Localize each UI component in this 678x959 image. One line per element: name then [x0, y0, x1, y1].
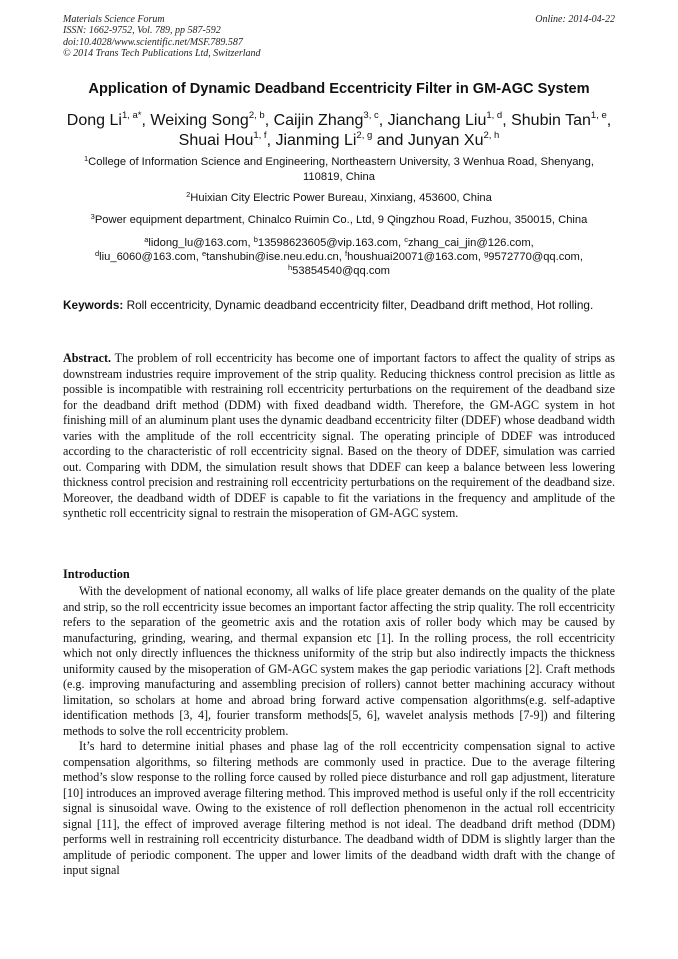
email-address: 53854540@qq.com: [292, 265, 390, 277]
doi-line: doi:10.4028/www.scientific.net/MSF.789.587: [63, 36, 243, 48]
introduction-body: [63, 584, 615, 879]
author-name: Junyan Xu: [407, 132, 484, 149]
affiliation-3: [60, 213, 618, 228]
email-line-1: [55, 236, 623, 250]
keywords: [63, 298, 615, 314]
email-sup: c: [404, 235, 408, 244]
author-sup: 1, a*: [121, 110, 142, 121]
author-sup: 3, c: [363, 110, 379, 121]
email-sup: d: [94, 249, 100, 258]
affiliation-sup: 1: [84, 154, 89, 163]
author-name: Shubin Tan: [511, 112, 591, 129]
author-sup: 2, b: [248, 110, 265, 121]
email-address: houshuai20071@163.com,: [347, 251, 485, 263]
author-line-1: Dong $Li^{1, a*}$, Weixing Song$^{2, b}$, Caijin Zhang$^{3, c}$, Jianchang Liu$^{1, d}$, Shubin Tan$^{1, e}$,: [66, 110, 612, 129]
email-sup: a: [144, 235, 149, 244]
issn-line: ISSN: 1662-9752, Vol. 789, pp 587-592: [63, 25, 221, 37]
author-name: Dong Li: [66, 112, 122, 129]
abstract: [63, 351, 615, 522]
author-list: [40, 111, 638, 151]
journal-name: Materials Science Forum: [63, 14, 165, 25]
affiliation-sup: 3: [90, 212, 95, 221]
email-sup: b: [253, 235, 258, 244]
author-sup: 2, h: [483, 130, 500, 141]
email-address: 13598623605@vip.163.com,: [257, 237, 405, 249]
affiliation-1: [72, 155, 606, 184]
online-date: Online: 2014-04-22: [535, 14, 615, 25]
author-sup: 1, e: [590, 110, 607, 121]
author-name: Caijin Zhang: [273, 112, 364, 129]
author-name: Jianchang Liu: [387, 112, 487, 129]
email-sup: g: [484, 249, 489, 258]
affiliation-sup: 2: [186, 190, 191, 199]
abstract-label: Abstract.: [63, 351, 112, 365]
author-line-2: Shuai Hou$^{1, f}$, Jianming Li$^{2, g}$ and Junyan Xu$^{2, h}$: [178, 130, 500, 149]
email-address: tanshubin@ise.neu.edu.cn,: [206, 251, 345, 263]
email-address: 9572770@qq.com,: [488, 251, 583, 263]
email-list: [55, 236, 623, 278]
keywords-text: Roll eccentricity, Dynamic deadband eccentricity filter, Deadband drift method, Hot rolling.: [123, 298, 594, 312]
email-address: lidong_lu@163.com,: [148, 237, 254, 249]
keywords-label: Keywords:: [63, 298, 124, 312]
author-sup: 2, g: [356, 130, 373, 141]
journal-header: [63, 14, 615, 59]
affiliation-text: Huixian City Electric Power Bureau, Xinxiang, 453600, China: [190, 192, 492, 204]
affiliation-text: College of Information Science and Engineering, Northeastern University, 3 Wenhua Road, Shenyang, 110819, China: [88, 156, 594, 183]
copyright-line: © 2014 Trans Tech Publications Ltd, Switzerland: [63, 47, 261, 59]
email-sup: e: [201, 249, 207, 258]
email-line-3: [55, 264, 623, 278]
body-paragraph: It’s hard to determine initial phases and phase lag of the roll eccentricity compensation signal to active compensation algorithms, so filtering methods are commonly used in practice. Due to the average filtering method’s slow response to the rolling force caused by rolled piece disturbance and roll gap adjustment, literature [10] introduces an improved average filtering method. This improved method is useful only if the roll eccentricity signal is sinusoidal wave. Owing to the existence of roll deflection phenomenon in the actual roll eccentricity signal [11], the effect of improved average filtering method is not ideal. The deadband drift method (DDM) performs well in restraining roll eccentricity disturbance. The deadband width of DDM is slightly larger than the amplitude of periodic component. The upper and lower limits of the deadband width draft with the change of input signal: [63, 739, 615, 877]
email-sup: f: [345, 249, 348, 258]
email-address: liu_6060@163.com,: [99, 251, 202, 263]
paper-title: Application of Dynamic Deadband Eccentricity Filter in GM-AGC System: [88, 81, 590, 97]
abstract-text: The problem of roll eccentricity has become one of important factors to affect the quality of strips as downstream industries require improvement of the strip quality. Reducing thickness control precision as little as possible is incompatible with restraining roll eccentricity perturbations on the requirement of the deadband size for the deadband drift method (DDM) with fixed deadband width. Therefore, the GM-AGC system in hot finishing mill of an aluminum plant uses the dynamic deadband eccentricity filter (DDEF) whose deadband width varies with the amplitude of the roll eccentricity signal. The operating principle of DDEF was introduced according to the characteristic of roll eccentricity signal. Based on the theory of DDEF, simulation was carried out. Comparing with DDM, the simulation result shows that DDEF can keep a balance between less lowering thickness control precision and restraining roll eccentricity perturbations on the requirement of the deadband size. Moreover, the deadband width of DDEF is capable to fit the variations in the frequency and amplitude of the synthetic roll eccentricity signal to restrain the misoperation of GM-AGC system.: [63, 351, 615, 520]
affiliation-text: Power equipment department, Chinalco Ruimin Co., Ltd, 9 Qingzhou Road, Fuzhou, 350015, China: [94, 214, 588, 226]
email-sup: h: [288, 263, 293, 272]
author-name: Shuai Hou: [178, 132, 254, 149]
affiliation-2: [60, 191, 618, 206]
section-heading-introduction: Introduction: [63, 567, 130, 581]
author-name: Jianming Li: [275, 132, 357, 149]
body-paragraph: With the development of national economy, all walks of life place greater demands on the quality of the plate and strip, so the roll eccentricity issue becomes an important factor affecting the strip quality. The roll eccentricity refers to the separation of the geometric axis and the rotation axis of roller body which may be caused by manufacturing, grinding, wearing, and thermal expansion etc [1]. In the rolling process, the roll eccentricity which not only directly influences the thickness uniformity of the strip but also indirectly impacts the thickness uniformity caused by the misoperation of GM-AGC system makes the gap periodic variations [2]. Craft methods (e.g. improving manufacturing and assembling precision of rollers) cannot better machining accuracy without limitation, so scholars at home and abroad bring forward active compensation algorithms(e.g. self-adaptive identification methods [3, 4], fourier transform methods[5, 6], wavelet analysis methods [7-9]) and filtering methods to solve the roll eccentricity problem.: [63, 584, 615, 738]
author-name: Weixing Song: [150, 112, 249, 129]
email-line-2: [55, 250, 623, 264]
email-address: zhang_cai_jin@126.com,: [407, 237, 534, 249]
author-sup: 1, d: [486, 110, 503, 121]
author-sup: 1, f: [253, 130, 267, 141]
